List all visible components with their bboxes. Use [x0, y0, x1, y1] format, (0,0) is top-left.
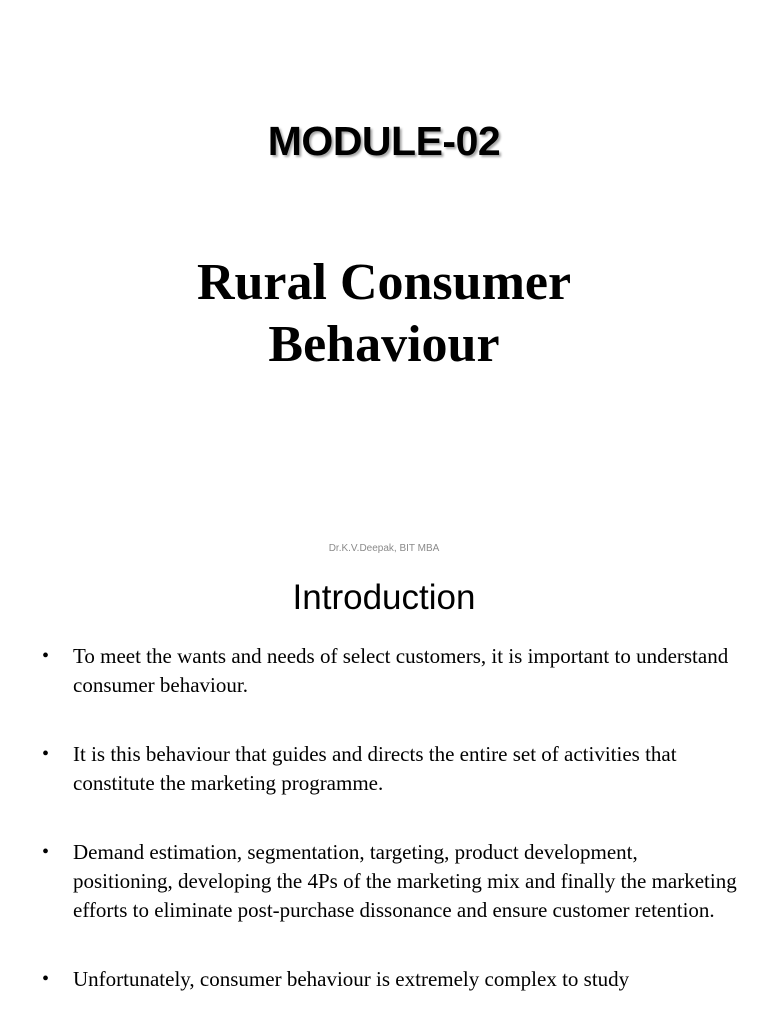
bullet-text: Demand estimation, segmentation, targeting, product development, positioning, developing the 4Ps of the marketing mix and finally the marketing efforts to eliminate post-purchase dissonance and ensure customer retention. [73, 840, 737, 922]
bullet-item [40, 642, 740, 700]
bullet-glyph: • [42, 645, 50, 667]
bullet-text: To meet the wants and needs of select customers, it is important to understand consumer behaviour. [73, 644, 729, 697]
bullet-item [40, 740, 740, 798]
module-title: MODULE-02 [267, 118, 501, 164]
main-title-line-2: Behaviour [268, 316, 500, 373]
footer-author: Dr.K.V.Deepak, BIT MBA [328, 543, 440, 554]
bullet-glyph: • [42, 743, 50, 765]
main-title [0, 252, 768, 376]
bullet-item [40, 965, 740, 994]
introduction-slide [0, 576, 768, 1024]
bullet-glyph: • [42, 841, 50, 863]
bullet-text: It is this behaviour that guides and directs the entire set of activities that constitute the marketing programme. [73, 742, 677, 795]
bullet-list [40, 642, 740, 1024]
bullet-text: Unfortunately, consumer behaviour is extremely complex to study [73, 967, 630, 991]
bullet-glyph: • [42, 968, 50, 990]
bullet-item [40, 838, 740, 925]
main-title-line-1: Rural Consumer [196, 254, 572, 311]
introduction-heading: Introduction [292, 578, 476, 617]
